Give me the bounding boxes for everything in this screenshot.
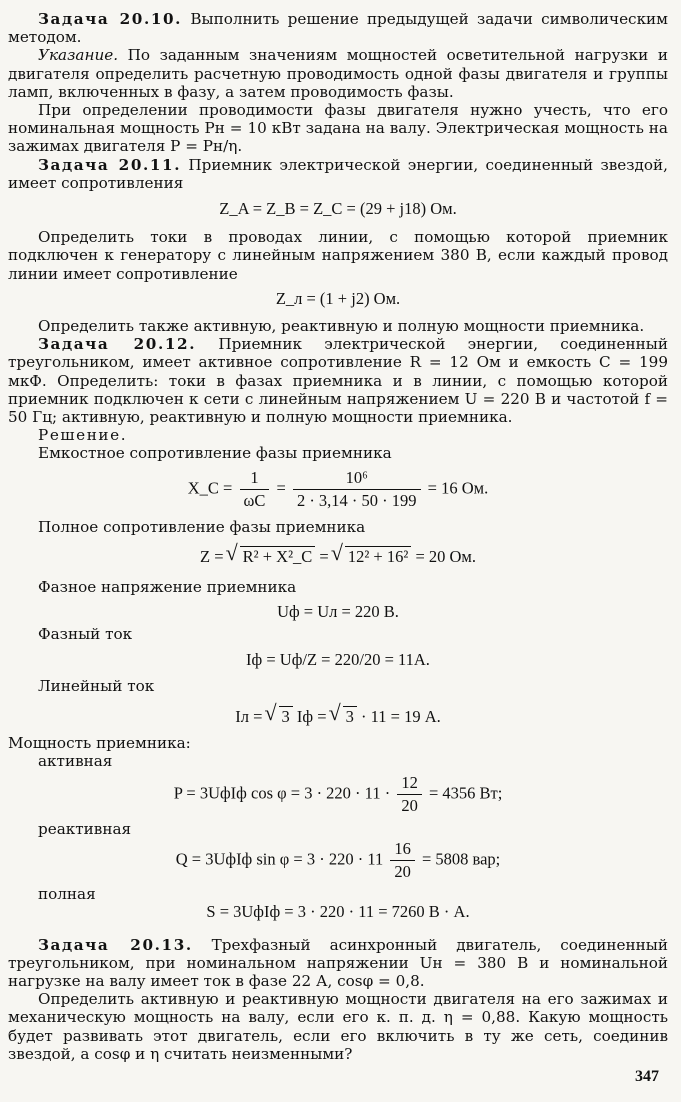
problem-20-12 (8, 335, 668, 426)
page-number: 347 (635, 1068, 659, 1085)
problem-text: Приемник электрической энергии, соединенный треугольником, имеет активное сопротивление R = 12 Ом и емкость C = 199 мкФ. Определить: токи в фазах приемника и в линии, с помощью которой приемник подключен к сети с линейным напряжением U = 220 В и частотой f = 50 Гц; активную, реактивную и полную мощности приемника. (8, 335, 668, 427)
problem-20-13 (8, 936, 668, 991)
label-impedance: Полное сопротивление фазы приемника (38, 518, 366, 537)
equation-uf: Uф = Uл = 220 В. (277, 601, 399, 621)
fraction: $\frac{12}{20}$ (397, 774, 422, 815)
problem-20-10 (8, 10, 668, 46)
equation-il: Iл = √ 3 Iф = √ 3 · 11 = 19 А. (8, 708, 668, 726)
equation-z: Z = √ R² + X²_C = √ 12² + 16² = 20 Ом. (8, 548, 668, 566)
numerator: 1 (240, 469, 270, 490)
radical: √ 3 (267, 708, 293, 726)
label-power: Мощность приемника: (8, 733, 191, 752)
problem-text: Трехфазный асинхронный двигатель, соединенный треугольником, при номинальном напряжении Uн = 380 В и номинальной нагрузке на валу имеет ток в фазе 22 А, cosφ = 0,8. (8, 935, 668, 990)
denominator: ωC (243, 490, 266, 510)
equation-s: S = 3UфIф = 3 · 220 · 11 = 7260 В · А. (206, 902, 470, 922)
label-capacitive: Емкостное сопротивление фазы приемника (38, 444, 392, 463)
hint-paragraph (8, 46, 668, 101)
hint-text: По заданным значениям мощностей осветительной нагрузки и двигателя определить расчетную проводимость одной фазы двигателя и группы ламп, включенных в фазу, а затем проводимость фазы. (8, 46, 668, 101)
label-apparent: полная (38, 885, 96, 904)
hint-label: Указание. (38, 46, 119, 65)
problem-text: Выполнить решение предыдущей задачи символическим методом. (8, 10, 668, 47)
numerator: 10⁶ (293, 469, 421, 490)
label-line-current: Линейный ток (38, 677, 155, 696)
equation-line-impedance: Z_л = (1 + j2) Ом. (275, 288, 401, 308)
eq-lhs: X_C = (187, 478, 233, 498)
equation-xc: X_C = $\frac{1}{\omega C}$ = $\frac{\text{10⁶}}{2 \cdot 3,14 \cdot 50 \cdot 199}$ = 16 Ом. (187, 467, 489, 510)
page-body (8, 10, 668, 1063)
fraction: $\frac{16}{20}$ (390, 840, 415, 881)
equation-impedance: Z_A = Z_B = Z_C = (29 + j18) Ом. (219, 199, 457, 219)
label-active: активная (38, 751, 113, 770)
equation-p: P = 3UфIф cos φ = 3 · 220 · 11 · $\frac{12}{20}$ = 4356 Вт; (173, 773, 503, 816)
problem-text: Определить токи в проводах линии, с помощью которой приемник подключен к генератору с линейным напряжением 380 В, если каждый провод линии имеет сопротивление (8, 228, 668, 283)
label-phase-voltage: Фазное напряжение приемника (38, 578, 297, 597)
problem-20-11 (8, 156, 668, 192)
problem-text: Определить активную и реактивную мощности двигателя на его зажимах и механическую мощность на валу, если его к. п. д. η = 0,88. Какую мощность будет развивать этот двигатель, если его включить в ту же сеть, соединив звездой, а cosφ и η считать неизменными? (8, 990, 668, 1063)
equation-q: Q = 3UфIф sin φ = 3 · 220 · 11 $\frac{16}{20}$ = 5808 вар; (175, 838, 501, 881)
label-phase-current: Фазный ток (38, 624, 133, 643)
eq-result: = 20 Ом. (415, 547, 476, 567)
problem-text: Приемник электрической энергии, соединенный звездой, имеет сопротивления (8, 155, 668, 192)
denominator: 2 · 3,14 · 50 · 199 (296, 490, 417, 510)
eq-lhs: Z = (200, 547, 224, 567)
label-reactive: реактивная (38, 819, 132, 838)
fraction (293, 469, 421, 510)
eq-result: = 16 Ом. (427, 478, 489, 498)
radical: √ 12² + 16² (333, 548, 411, 566)
radical: √ R² + X²_C (228, 548, 316, 566)
note-paragraph: При определении проводимости фазы двигателя нужно учесть, что его номинальная мощность Pн = 10 кВт задана на валу. Электрическая мощность на зажимах двигателя P = Pн/η. (8, 101, 668, 156)
problem-heading: Задача 20.11. (38, 155, 182, 174)
solution-label: Решение. (38, 426, 128, 445)
problem-text: Определить также активную, реактивную и полную мощности приемника. (38, 317, 645, 336)
problem-heading: Задача 20.12. (38, 335, 197, 354)
fraction (240, 469, 270, 510)
equation-if: Iф = Uф/Z = 220/20 = 11А. (246, 650, 430, 670)
problem-heading: Задача 20.13. (38, 935, 193, 954)
problem-heading: Задача 20.10. (38, 10, 183, 28)
radical: √ 3 (331, 708, 357, 726)
